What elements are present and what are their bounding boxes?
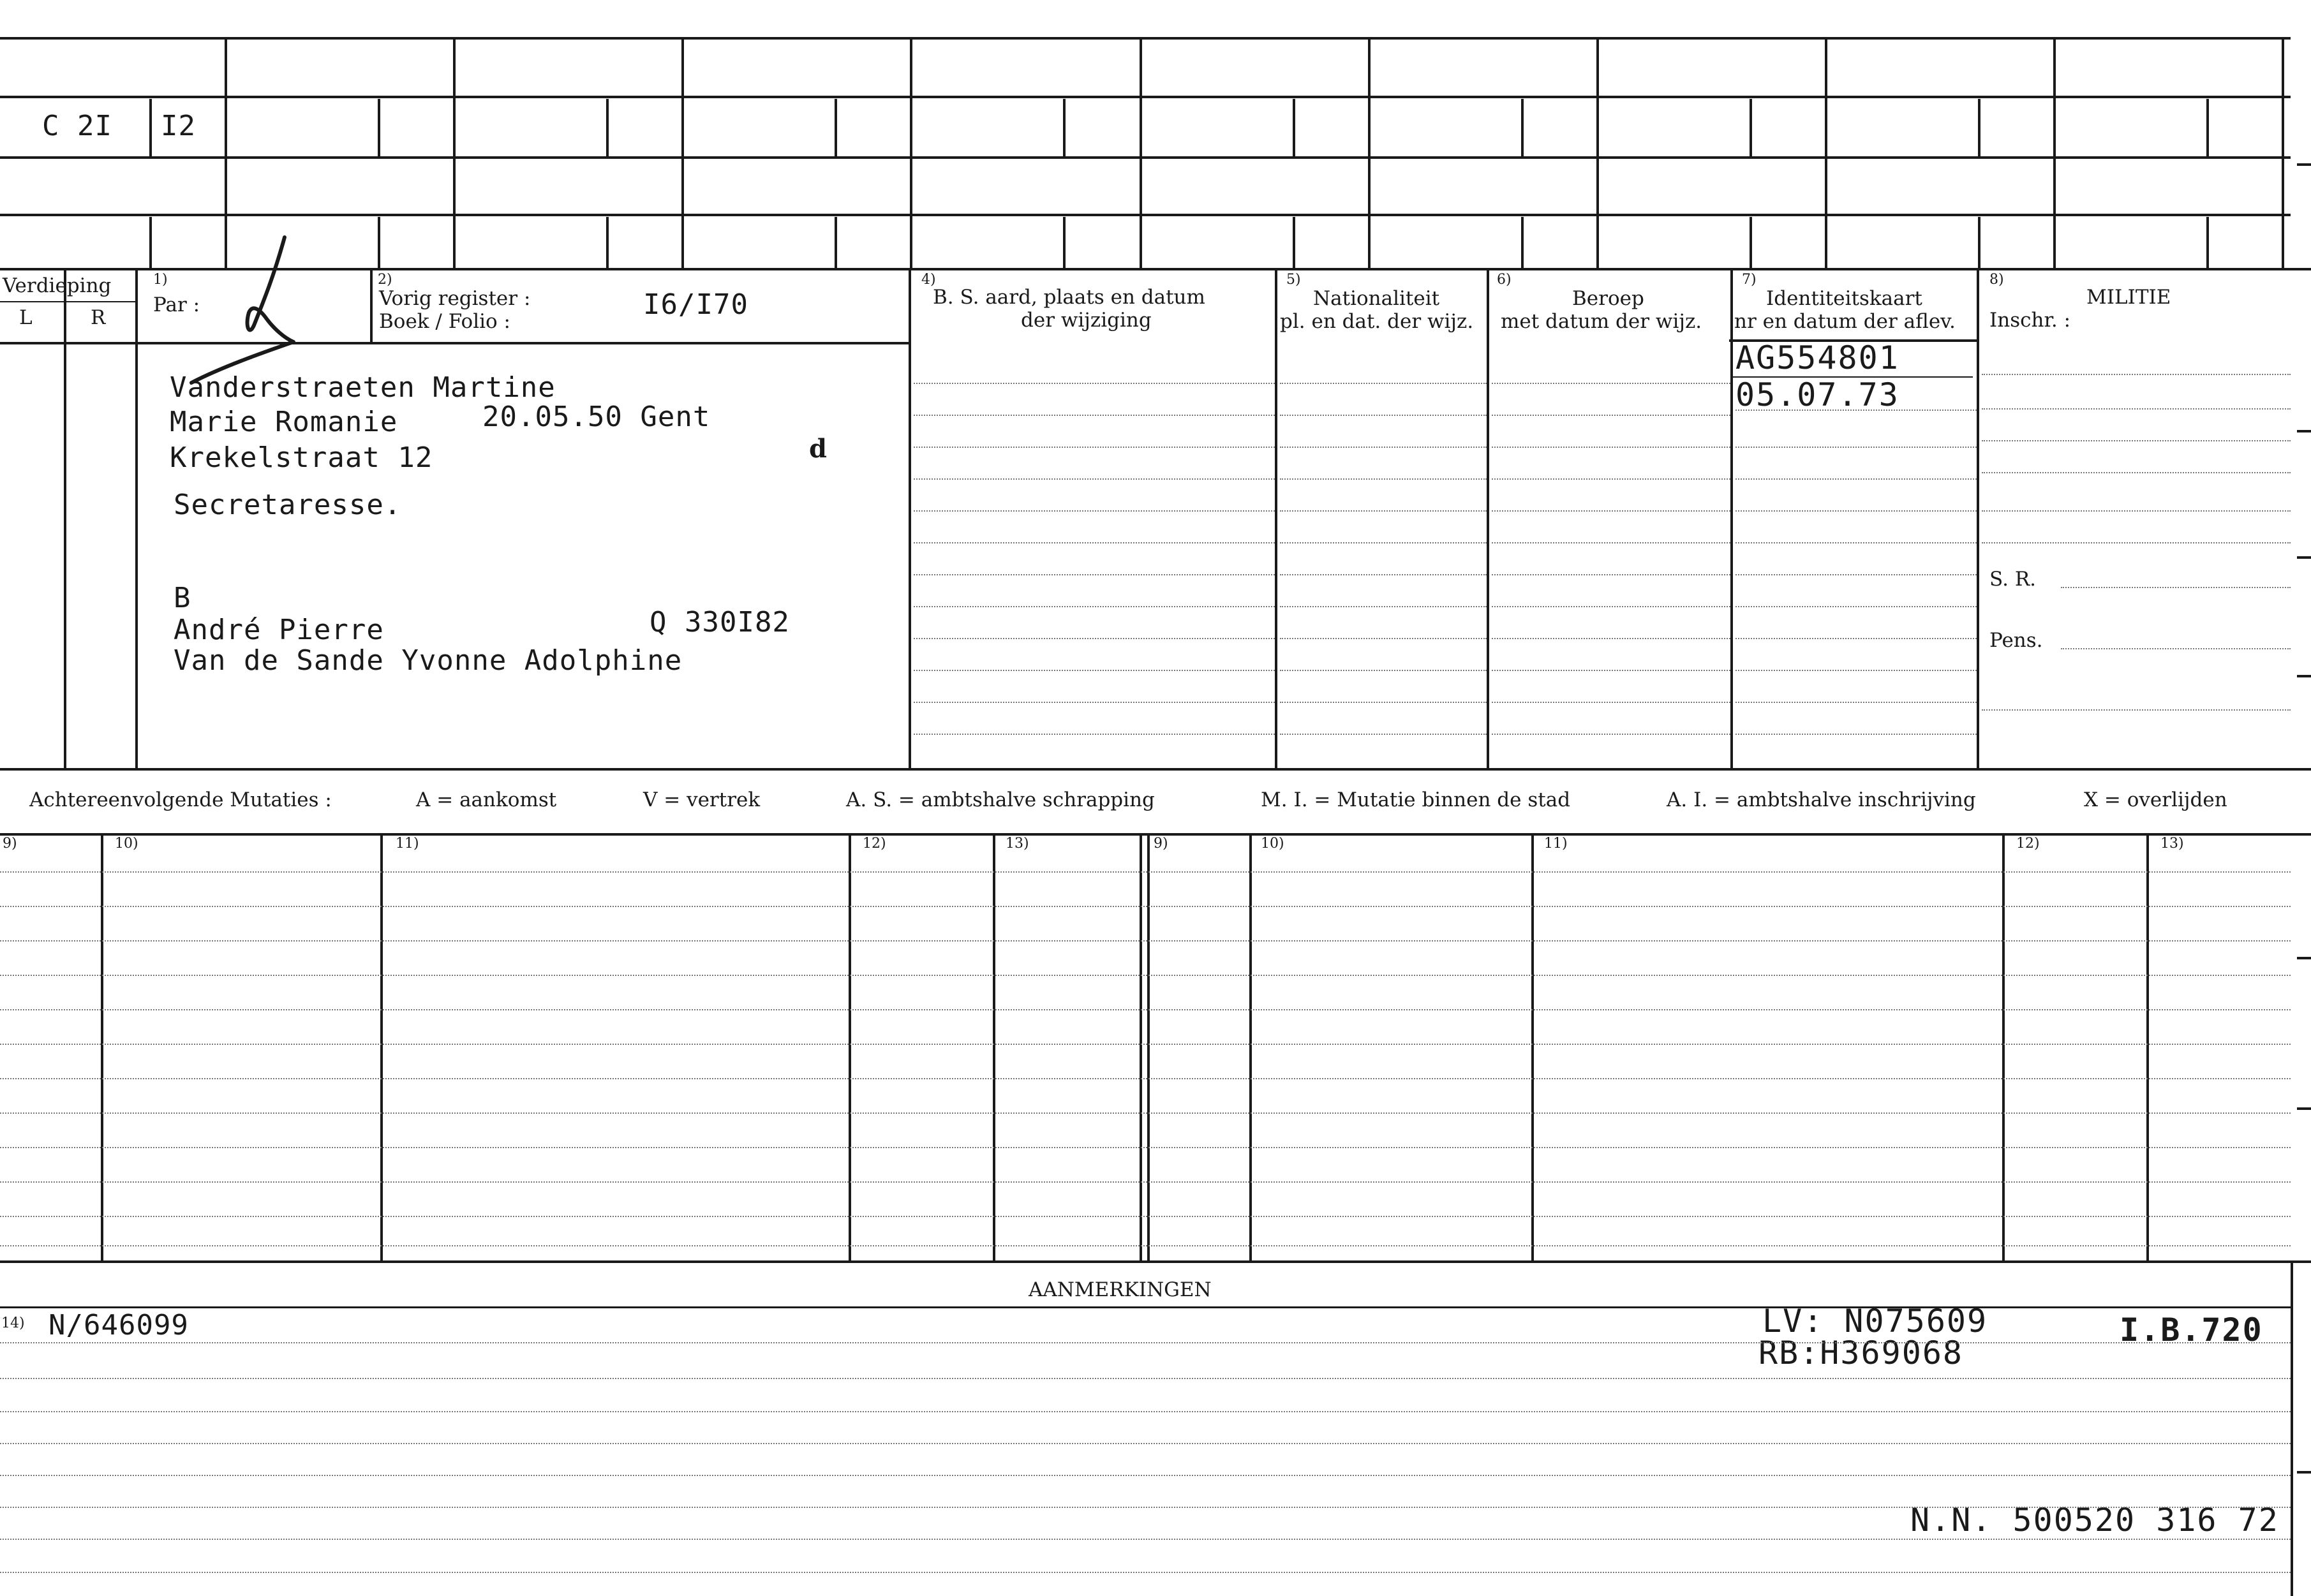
sr-label: S. R. xyxy=(1989,568,2037,591)
inschr-label: Inschr. : xyxy=(1989,309,2071,332)
beroep-header-line2: met datum der wijz. xyxy=(1501,310,1702,333)
legend-as: A. S. = ambtshalve schrapping xyxy=(846,788,1155,811)
person-birth: 20.05.50 Gent xyxy=(482,401,711,433)
mutation-col-11b: 11) xyxy=(1544,836,1568,852)
par-label: Par : xyxy=(153,293,200,316)
spouse-code: B xyxy=(174,582,191,614)
mutation-col-10b: 10) xyxy=(1261,836,1284,852)
mutation-col-11a: 11) xyxy=(396,836,419,852)
handwritten-stroke xyxy=(160,230,351,395)
header-code-left: C 2I xyxy=(42,110,112,142)
mutation-col-9a: 9) xyxy=(3,836,17,852)
nationaliteit-header-line1: Nationaliteit xyxy=(1313,287,1440,310)
spouse-line2: Van de Sande Yvonne Adolphine xyxy=(174,644,683,677)
remarks-nn: N.N. 500520 316 72 xyxy=(1910,1502,2279,1539)
person-name-line2: Marie Romanie xyxy=(170,406,398,438)
mutation-col-9b: 9) xyxy=(1154,836,1168,852)
note-6: 6) xyxy=(1497,272,1512,288)
legend-a: A = aankomst xyxy=(416,788,557,811)
beroep-header-line1: Beroep xyxy=(1572,287,1644,310)
mutation-col-10a: 10) xyxy=(115,836,138,852)
floor-l-label: L xyxy=(19,306,33,329)
bs-header-line2: der wijziging xyxy=(1021,309,1152,332)
note-2: 2) xyxy=(378,272,392,288)
militie-header: MILITIE xyxy=(2086,286,2171,309)
spouse-line1: André Pierre xyxy=(174,614,384,646)
remarks-rb: RB:H369068 xyxy=(1758,1334,1964,1371)
person-name-line1: Vanderstraeten Martine xyxy=(170,371,556,404)
legend-x: X = overlijden xyxy=(2084,788,2227,811)
note-14: 14) xyxy=(1,1315,25,1331)
person-address: Krekelstraat 12 xyxy=(170,441,433,474)
remarks-lv: LV: N075609 xyxy=(1762,1303,1988,1340)
boek-folio-value: I6/I70 xyxy=(643,288,748,321)
person-occupation: Secretaresse. xyxy=(174,489,402,521)
header-code-right: I2 xyxy=(161,110,196,142)
bs-header-line1: B. S. aard, plaats en datum xyxy=(933,286,1205,309)
note-7: 7) xyxy=(1742,272,1757,288)
identity-card-date: 05.07.73 xyxy=(1735,376,1899,413)
remarks-title: AANMERKINGEN xyxy=(1029,1278,1212,1301)
remarks-ib: I.B.720 xyxy=(2120,1312,2263,1348)
person-marker: d xyxy=(809,434,827,464)
remarks-reference: N/646099 xyxy=(48,1309,189,1341)
legend-ai: A. I. = ambtshalve inschrijving xyxy=(1667,788,1976,811)
mutation-col-13b: 13) xyxy=(2160,836,2184,852)
nationaliteit-header-line2: pl. en dat. der wijz. xyxy=(1280,310,1474,333)
verdieping-label: Verdieping xyxy=(3,274,112,297)
note-4: 4) xyxy=(921,272,936,288)
note-8: 8) xyxy=(1989,272,2004,288)
legend-mi: M. I. = Mutatie binnen de stad xyxy=(1261,788,1571,811)
identiteitskaart-header-line2: nr en datum der aflev. xyxy=(1734,310,1956,333)
note-5: 5) xyxy=(1286,272,1301,288)
mutation-col-12b: 12) xyxy=(2016,836,2040,852)
pens-label: Pens. xyxy=(1989,629,2043,652)
legend-title: Achtereenvolgende Mutaties : xyxy=(29,788,332,811)
vorig-register-label: Vorig register : xyxy=(379,287,531,310)
spouse-reference: Q 330I82 xyxy=(650,606,790,639)
note-1: 1) xyxy=(153,272,168,288)
mutation-col-12a: 12) xyxy=(863,836,886,852)
boek-folio-label: Boek / Folio : xyxy=(379,310,510,333)
legend-v: V = vertrek xyxy=(643,788,761,811)
mutation-col-13a: 13) xyxy=(1006,836,1029,852)
floor-r-label: R xyxy=(91,306,106,329)
identity-card-number: AG554801 xyxy=(1735,339,1899,376)
identiteitskaart-header-line1: Identiteitskaart xyxy=(1766,287,1922,310)
